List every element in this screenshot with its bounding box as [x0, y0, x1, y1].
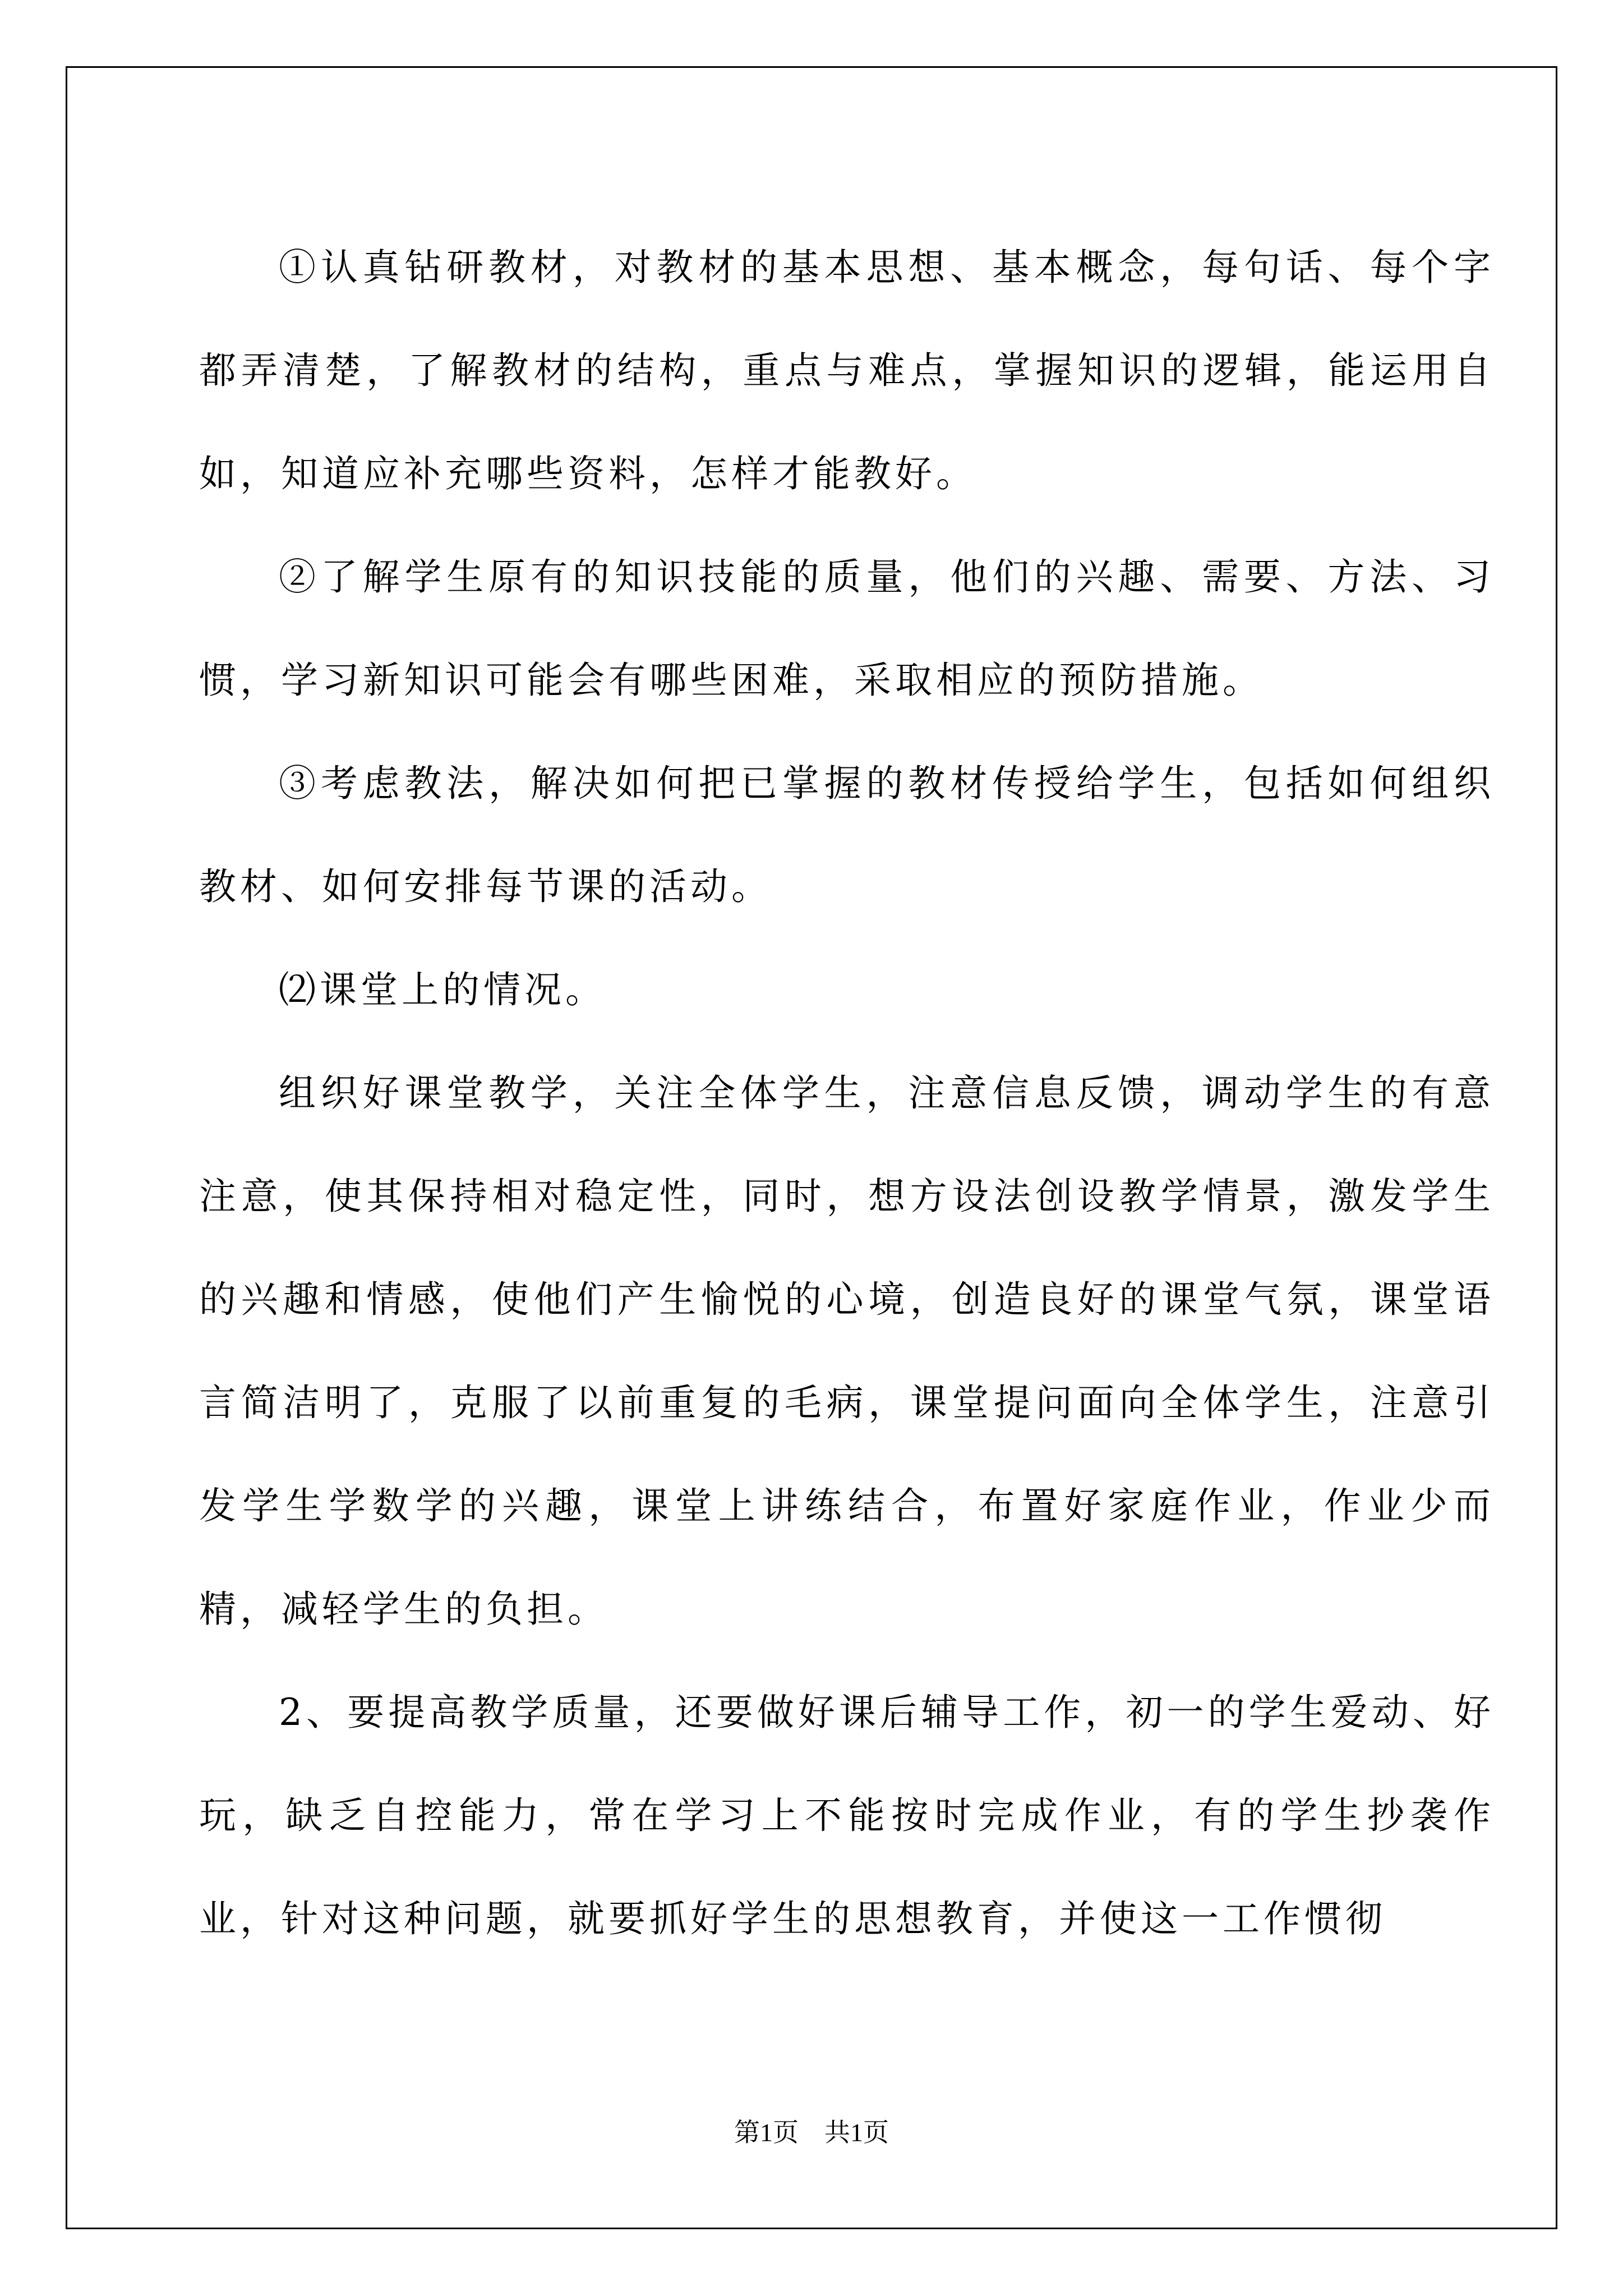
paragraph-after-class-tutoring: 2、要提高教学质量，还要做好课后辅导工作，初一的学生爱动、好玩，缺乏自控能力，常在学习上不能按时完成作业，有的学生抄袭作业，针对这种问题，就要抓好学生的思想教育，并使这一工作惯彻 [199, 1691, 1495, 1940]
paragraph-prep-know-students: ②了解学生原有的知识技能的质量，他们的兴趣、需要、方法、习惯，学习新知识可能会有哪些困难，采取相应的预防措施。 [199, 555, 1495, 702]
section-heading-classroom: ⑵课堂上的情况。 [279, 968, 606, 1011]
paragraph-classroom-organization: 组织好课堂教学，关注全体学生，注意信息反馈，调动学生的有意注意，使其保持相对稳定性，同时，想方设法创设教学情景，激发学生的兴趣和情感，使他们产生愉悦的心境，创造良好的课堂气氛，课堂语言简洁明了，克服了以前重复的毛病，课堂提问面向全体学生，注意引发学生学数学的兴趣，课堂上讲练结合，布置好家庭作业，作业少而精，减轻学生的负担。 [199, 1071, 1495, 1631]
page-footer: 第1页 共1页 [734, 2118, 889, 2147]
paragraph-prep-teaching-method: ③考虑教法，解决如何把已掌握的教材传授给学生，包括如何组织教材、如何安排每节课的活动。 [199, 762, 1495, 908]
document-body [199, 216, 1495, 1971]
paragraph-prep-study-materials: ①认真钻研教材，对教材的基本思想、基本概念，每句话、每个字都弄清楚，了解教材的结构，重点与难点，掌握知识的逻辑，能运用自如，知道应补充哪些资料，怎样才能教好。 [199, 246, 1495, 495]
